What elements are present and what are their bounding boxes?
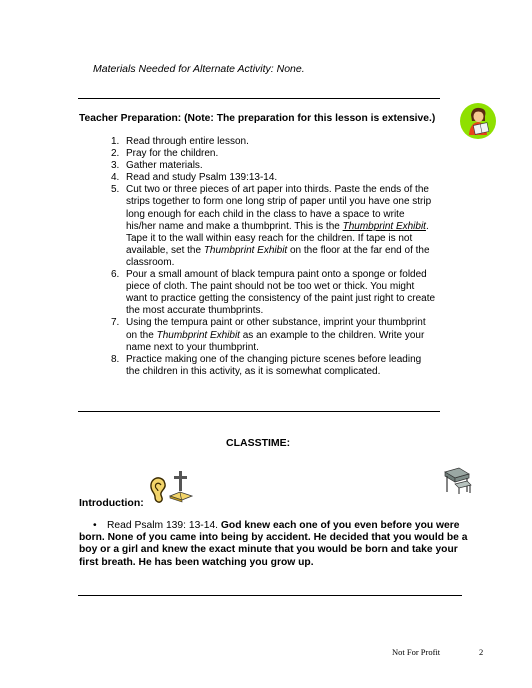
footer-text: Not For Profit xyxy=(392,647,441,657)
prep-step: 4. Read and study Psalm 139:13-14. xyxy=(111,172,278,184)
bullet-marker: • xyxy=(93,520,97,531)
teacher-prep-heading: Teacher Preparation: (Note: The preparation for this lesson is extensive.) xyxy=(79,113,436,124)
materials-line: Materials Needed for Alternate Activity: None. xyxy=(93,63,305,75)
ear-listen-icon xyxy=(148,476,170,506)
prep-step: 8. Practice making one of the changing picture scenes before leading the children in this activity, as it is somewhat complicated. xyxy=(111,353,422,377)
prep-step: 7. Using the tempura paint or other substance, imprint your thumbprint on the Thumbprint Exhibit as an example to the children. Write your name next to your thumbprint. xyxy=(111,317,426,353)
bible-cross-icon xyxy=(168,470,194,504)
page-number: 2 xyxy=(479,647,484,657)
reading-bold-text: God knew each one of you even before you were born. None of you came into being by accident. He decided that you would be a boy or a girl and knew the exact minute that you would be born and take your first breath. He has been watching you grow up. xyxy=(79,520,468,568)
introduction-label: Introduction: xyxy=(79,497,144,509)
school-desk-icon xyxy=(441,466,473,496)
teacher-reading-icon xyxy=(459,102,497,140)
prep-steps-list xyxy=(107,136,437,378)
introduction-reading xyxy=(79,520,469,569)
section-divider xyxy=(78,595,462,596)
prep-step: 5. Cut two or three pieces of art paper into thirds. Paste the ends of the strips together to form one long strip of paper until you have one strip long enough for each child in the class to have a space to write his/her name and make a thumbprint. This is the Thumbprint Exhibit. Tape it to the wall within easy reach for the children. If tape is not available, set the Thumbprint Exhibit on the floor at the far end of the classroom. xyxy=(111,184,432,268)
classtime-heading: CLASSTIME: xyxy=(226,437,291,449)
reading-reference: Read Psalm 139: 13-14. xyxy=(107,520,221,531)
prep-step: 6. Pour a small amount of black tempura paint onto a sponge or folded piece of cloth. The paint should not be too wet or thick. You might want to practice getting the consistency of the paint just right to create the most accurate thumbprints. xyxy=(111,269,436,317)
prep-step: 2. Pray for the children. xyxy=(111,148,219,160)
section-divider xyxy=(78,98,440,99)
section-divider xyxy=(78,411,440,412)
prep-step: 1. Read through entire lesson. xyxy=(111,136,249,147)
prep-step: 3. Gather materials. xyxy=(111,160,203,172)
